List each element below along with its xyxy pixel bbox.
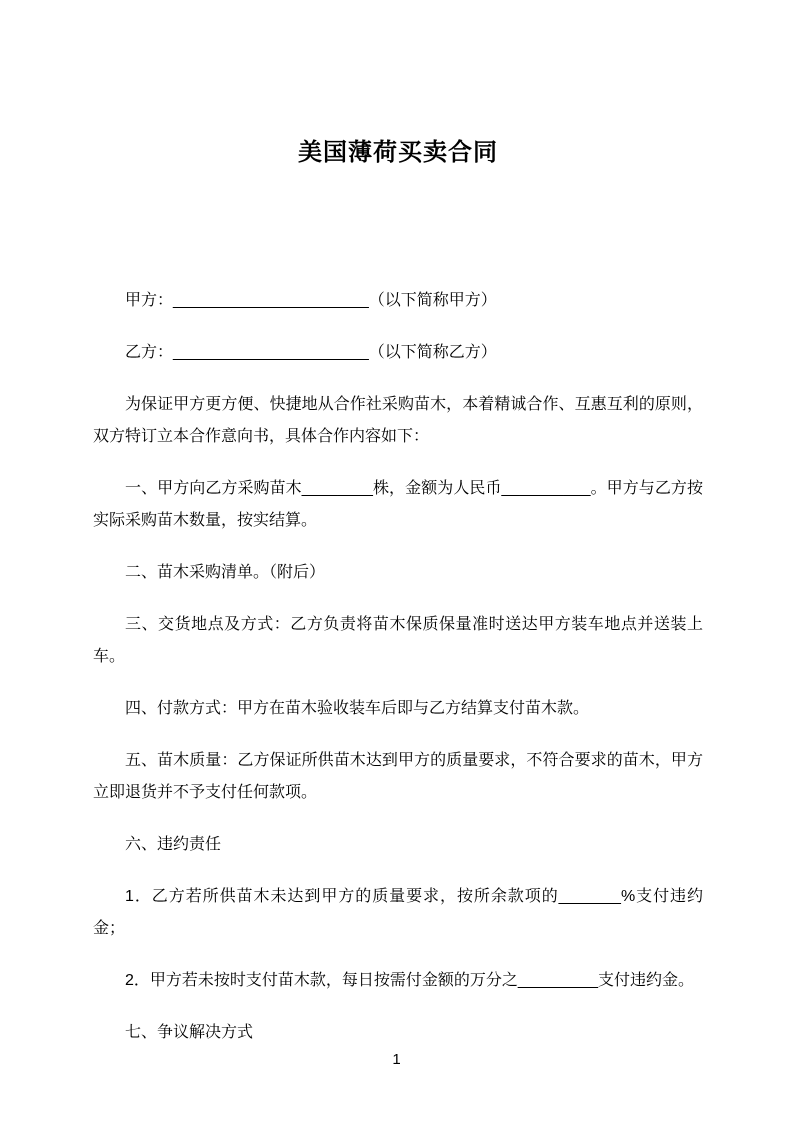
breach-item-1: 1．乙方若所供苗木未达到甲方的质量要求，按所余款项的_______%支付违约金； [93,888,703,937]
clause-2-purchase-list: 二、苗木采购清单。（附后） [125,564,326,581]
preamble-paragraph: 为保证甲方更方便、快捷地从合作社采购苗木，本着精诚合作、互惠互利的原则，双方特订立本合作意向书，具体合作内容如下： [93,396,703,445]
clause-5-quality-terms: 五、苗木质量：乙方保证所供苗木达到甲方的质量要求，不符合要求的苗木，甲方立即退货并不予支付任何款项。 [93,752,703,801]
party-b-line: 乙方：______________________（以下简称乙方） [125,344,497,361]
clause-1-purchase-quantity: 一、甲方向乙方采购苗木________株，金额为人民币__________。甲方与乙方按实际采购苗木数量，按实结算。 [93,480,703,529]
breach-item-2: 2．甲方若未按时支付苗木款，每日按需付金额的万分之_________支付违约金。 [125,972,694,989]
document-title: 美国薄荷买卖合同 [298,139,498,166]
clause-7-dispute-resolution-heading: 七、争议解决方式 [125,1024,254,1041]
clause-6-breach-liability-heading: 六、违约责任 [125,836,222,853]
clause-3-delivery-terms: 三、交货地点及方式：乙方负责将苗木保质保量准时送达甲方装车地点并送装上车。 [93,616,703,665]
page-number: 1 [392,1051,401,1068]
party-a-line: 甲方：______________________（以下简称甲方） [125,292,497,309]
clause-4-payment-terms: 四、付款方式：甲方在苗木验收装车后即与乙方结算支付苗木款。 [125,700,590,717]
